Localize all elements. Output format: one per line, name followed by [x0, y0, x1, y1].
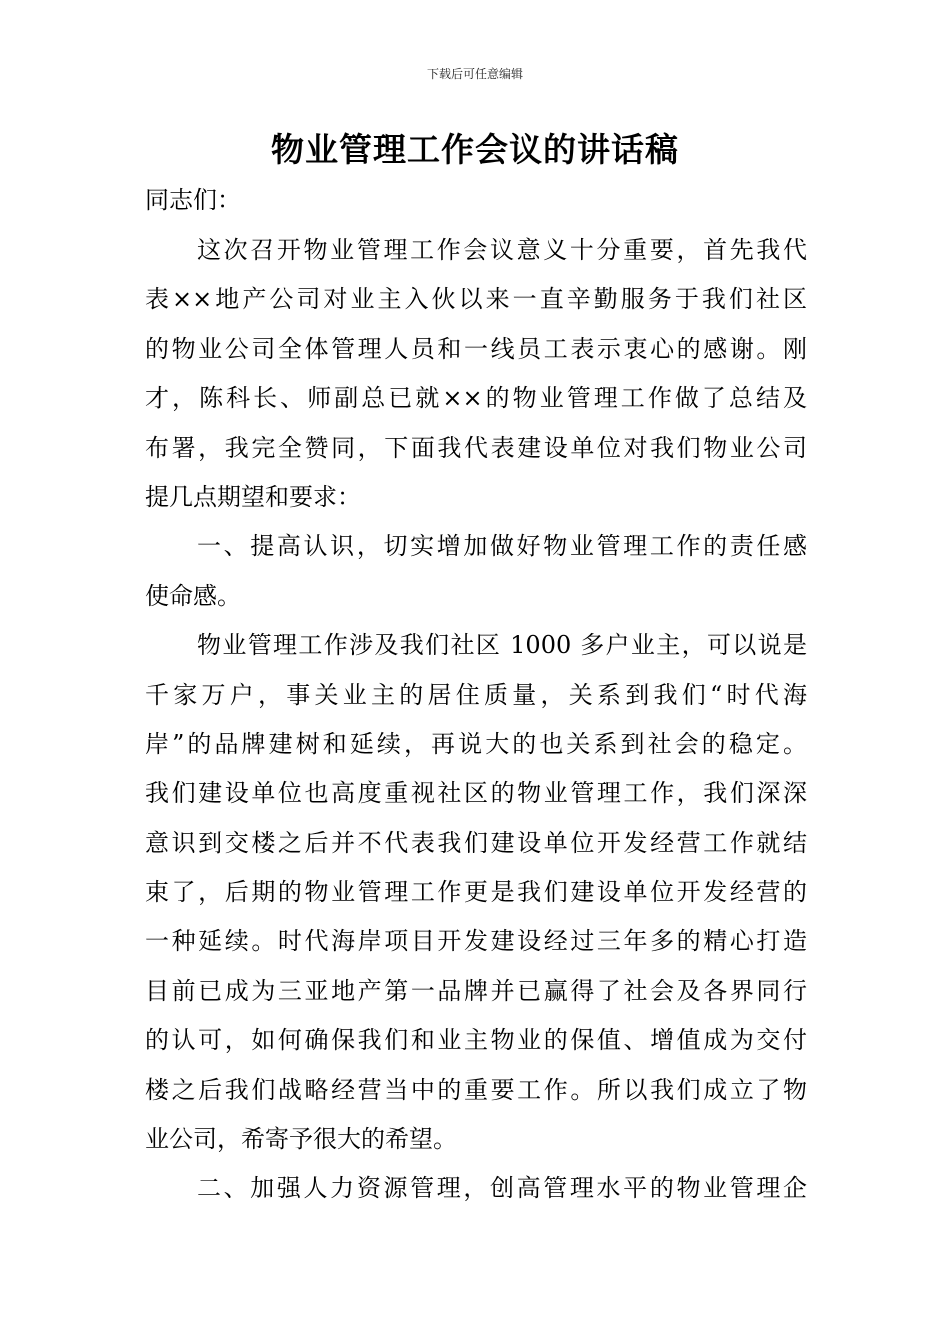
- text-line: 意识到交楼之后并不代表我们建设单位开发经营工作就结: [145, 828, 807, 857]
- text-line: 的认可，如何确保我们和业主物业的保值、增值成为交付: [145, 1026, 807, 1055]
- paragraph-section-2-heading: [145, 1168, 807, 1217]
- text-line: 才，陈科长、师副总已就××的物业管理工作做了总结及: [145, 384, 807, 413]
- paragraph-opening: [145, 230, 807, 526]
- text-line: 业公司，希寄予很大的希望。: [145, 1125, 457, 1154]
- text-line: 千家万户，事关业主的居住质量，关系到我们“时代海: [145, 680, 807, 709]
- text-line: 这次召开物业管理工作会议意义十分重要，首先我代: [197, 236, 807, 264]
- document-title: 物业管理工作会议的讲话稿: [271, 130, 679, 169]
- text-line: 一种延续。时代海岸项目开发建设经过三年多的精心打造: [145, 927, 807, 956]
- text-line: 束了，后期的物业管理工作更是我们建设单位开发经营的: [145, 878, 807, 907]
- page-header-note: 下载后可任意编辑: [426, 67, 523, 81]
- text-line: 布署，我完全赞同，下面我代表建设单位对我们物业公司: [145, 433, 807, 462]
- salutation: 同志们：: [145, 186, 241, 214]
- text-line: 楼之后我们战略经营当中的重要工作。所以我们成立了物: [145, 1075, 807, 1104]
- text-line: 物业管理工作涉及我们社区 1000 多户业主，可以说是: [197, 631, 807, 660]
- text-line: 二、加强人力资源管理，创高管理水平的物业管理企: [197, 1174, 807, 1203]
- text-line: 表××地产公司对业主入伙以来一直辛勤服务于我们社区: [145, 285, 807, 314]
- text-line: 的物业公司全体管理人员和一线员工表示衷心的感谢。刚: [145, 334, 807, 363]
- text-line: 一、提高认识，切实增加做好物业管理工作的责任感: [197, 532, 807, 561]
- text-line: 提几点期望和要求：: [145, 482, 361, 511]
- text-line: 岸”的品牌建树和延续，再说大的也关系到社会的稳定。: [145, 729, 807, 758]
- text-line: 使命感。: [145, 581, 241, 610]
- paragraph-section-1-heading: [145, 526, 807, 625]
- document-body: [145, 230, 807, 1218]
- text-line: 目前已成为三亚地产第一品牌并已赢得了社会及各界同行: [145, 976, 807, 1005]
- paragraph-section-1-body: [145, 625, 807, 1168]
- text-line: 我们建设单位也高度重视社区的物业管理工作，我们深深: [145, 779, 807, 808]
